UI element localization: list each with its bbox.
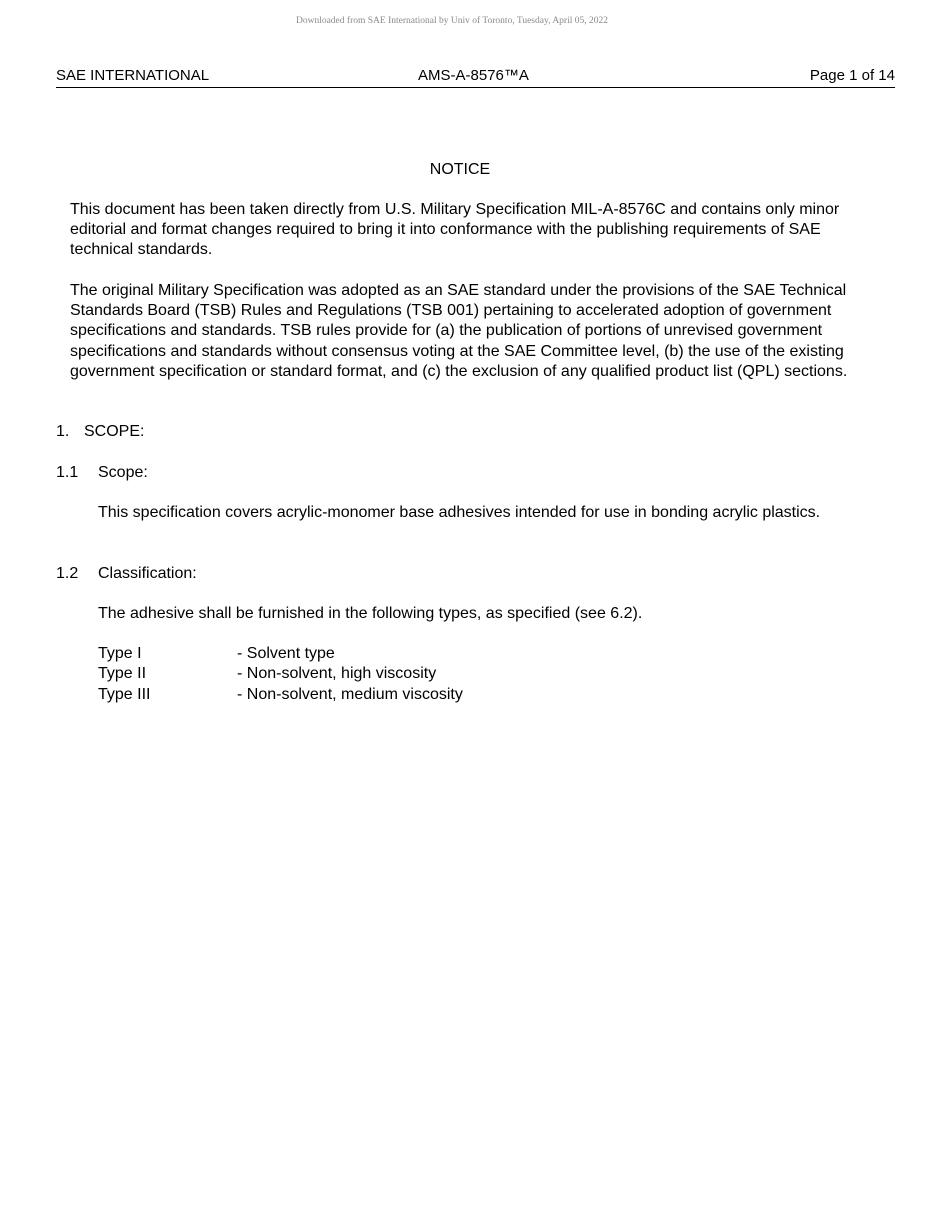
section-1-heading: SCOPE:: [84, 423, 145, 440]
type-1-name: Type I: [98, 645, 142, 662]
type-3-name: Type III: [98, 686, 151, 703]
type-3-description: - Non-solvent, medium viscosity: [237, 686, 463, 703]
section-1-2-number: 1.2: [56, 565, 79, 582]
section-1-number: 1.: [56, 423, 70, 440]
section-1-2-text: The adhesive shall be furnished in the following types, as specified (see 6.2).: [98, 605, 643, 622]
section-1-2-heading: Classification:: [98, 565, 197, 582]
type-2-name: Type II: [98, 665, 147, 682]
header-document-number: AMS-A-8576™A: [418, 67, 529, 84]
notice-title: NOTICE: [429, 161, 491, 178]
notice-paragraph-1: This document has been taken directly from U.S. Military Specification MIL-A-8576C and contains only minor editorial and format changes required to bring it into conformance with the publishing requirements of SAE technical standards.: [70, 201, 840, 259]
page-header: [56, 66, 895, 88]
type-2-description: - Non-solvent, high viscosity: [237, 665, 437, 682]
type-1-description: - Solvent type: [237, 645, 335, 662]
download-watermark-note: Downloaded from SAE International by Univ of Toronto, Tuesday, April 05, 2022: [295, 16, 608, 26]
section-1-1-number: 1.1: [56, 464, 79, 481]
header-organization: SAE INTERNATIONAL: [56, 67, 210, 84]
section-1-1-heading: Scope:: [98, 464, 148, 481]
section-1-1-text: This specification covers acrylic-monomer base adhesives intended for use in bonding acrylic plastics.: [98, 504, 821, 521]
header-page-number: Page 1 of 14: [809, 67, 895, 84]
notice-paragraph-2: The original Military Specification was adopted as an SAE standard under the provisions of the SAE Technical Standards Board (TSB) Rules and Regulations (TSB 001) pertaining to accelerated adoption of government specifications and standards. TSB rules provide for (a) the publication of portions of unrevised government specifications and standards without consensus voting at the SAE Committee level, (b) the use of the existing government specification or standard format, and (c) the exclusion of any qualified product list (QPL) sections.: [70, 282, 848, 380]
